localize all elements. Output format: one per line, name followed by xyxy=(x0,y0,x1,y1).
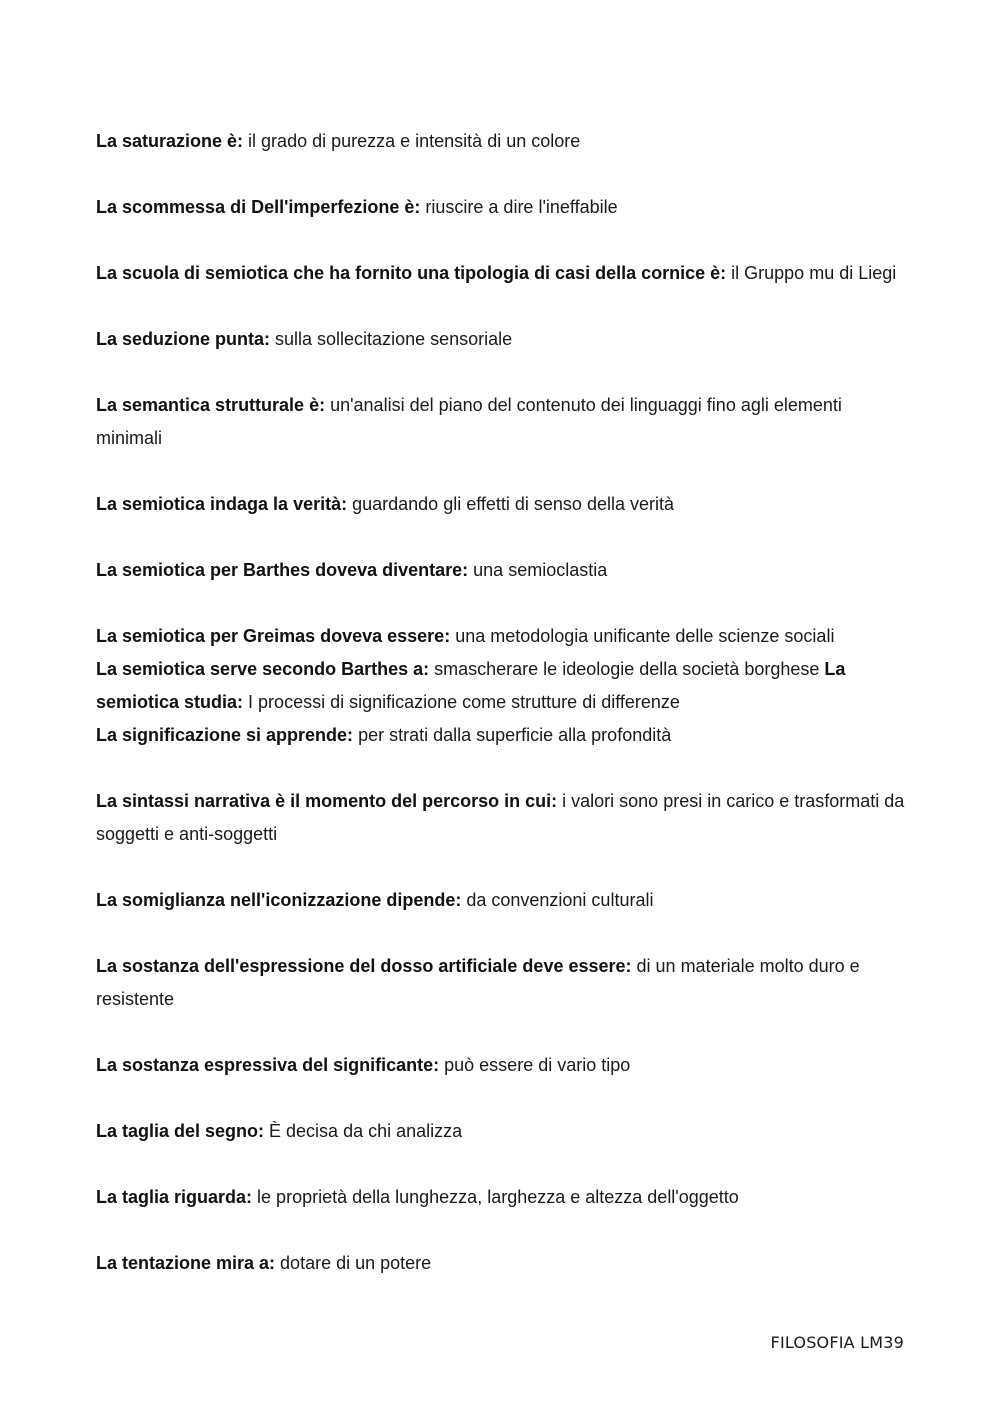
entry-term: La seduzione punta: xyxy=(96,329,271,349)
entry-definition: sulla sollecitazione sensoriale xyxy=(270,329,513,349)
entry-definition: guardando gli effetti di senso della verità xyxy=(347,494,674,514)
document-body xyxy=(96,125,906,1313)
entry-term: La scuola di semiotica che ha fornito una tipologia di casi della cornice è: xyxy=(96,263,727,283)
entry-definition: riuscire a dire l'ineffabile xyxy=(420,197,618,217)
entry-seduzione xyxy=(96,323,906,356)
entry-definition: È decisa da chi analizza xyxy=(264,1121,463,1141)
entry-definition: una semioclastia xyxy=(468,560,608,580)
entry-sostanza-espressione xyxy=(96,950,906,1016)
entry-scuola-semiotica xyxy=(96,257,906,290)
entry-definition: una metodologia unificante delle scienze sociali xyxy=(450,626,835,646)
entry-term: La sostanza dell'espressione del dosso artificiale deve essere: xyxy=(96,956,632,976)
entry-taglia-riguarda xyxy=(96,1181,906,1214)
entry-tentazione xyxy=(96,1247,906,1280)
entry-definition: dotare di un potere xyxy=(275,1253,432,1273)
entry-sostanza-espressiva xyxy=(96,1049,906,1082)
entry-saturazione xyxy=(96,125,906,158)
entry-semantica-strutturale xyxy=(96,389,906,455)
entry-term: La semiotica studia: xyxy=(96,659,846,712)
entry-definition: da convenzioni culturali xyxy=(461,890,654,910)
entry-somiglianza xyxy=(96,884,906,917)
entry-taglia-segno xyxy=(96,1115,906,1148)
entry-semiotica-verita xyxy=(96,488,906,521)
entry-definition: un'analisi del piano del contenuto dei linguaggi fino agli elementi minimali xyxy=(96,395,842,448)
entry-definition: i valori sono presi in carico e trasformati da soggetti e anti-soggetti xyxy=(96,791,905,844)
entry-definition: può essere di vario tipo xyxy=(439,1055,631,1075)
page-footer: FILOSOFIA LM39 xyxy=(770,1333,904,1352)
entry-significazione xyxy=(96,719,906,752)
entry-term: La somiglianza nell'iconizzazione dipende: xyxy=(96,890,462,910)
entry-term: La semiotica per Barthes doveva diventare: xyxy=(96,560,469,580)
entry-term: La significazione si apprende: xyxy=(96,725,354,745)
entry-definition: le proprietà della lunghezza, larghezza e altezza dell'oggetto xyxy=(252,1187,739,1207)
entry-definition: il Gruppo mu di Liegi xyxy=(726,263,897,283)
entry-term: La semiotica indaga la verità: xyxy=(96,494,348,514)
entry-definition: smascherare le ideologie della società borghese xyxy=(429,659,825,679)
entry-term: La sostanza espressiva del significante: xyxy=(96,1055,440,1075)
entry-term: La semiotica serve secondo Barthes a: xyxy=(96,659,430,679)
entry-term: La scommessa di Dell'imperfezione è: xyxy=(96,197,421,217)
entry-definition: di un materiale molto duro e resistente xyxy=(96,956,860,1009)
entry-term: La taglia riguarda: xyxy=(96,1187,253,1207)
entry-term: La semantica strutturale è: xyxy=(96,395,326,415)
entry-semiotica-barthes xyxy=(96,554,906,587)
entry-term: La taglia del segno: xyxy=(96,1121,265,1141)
entry-term: La sintassi narrativa è il momento del percorso in cui: xyxy=(96,791,558,811)
entry-term: La tentazione mira a: xyxy=(96,1253,276,1273)
entry-semiotica-serve-studia xyxy=(96,653,906,719)
entry-semiotica-greimas xyxy=(96,620,906,653)
entry-term: La semiotica per Greimas doveva essere: xyxy=(96,626,451,646)
entry-definition: il grado di purezza e intensità di un colore xyxy=(243,131,581,151)
entry-definition: I processi di significazione come strutture di differenze xyxy=(243,692,680,712)
entry-scommessa xyxy=(96,191,906,224)
entry-sintassi-narrativa xyxy=(96,785,906,851)
entry-definition: per strati dalla superficie alla profondità xyxy=(353,725,672,745)
entry-term: La saturazione è: xyxy=(96,131,244,151)
